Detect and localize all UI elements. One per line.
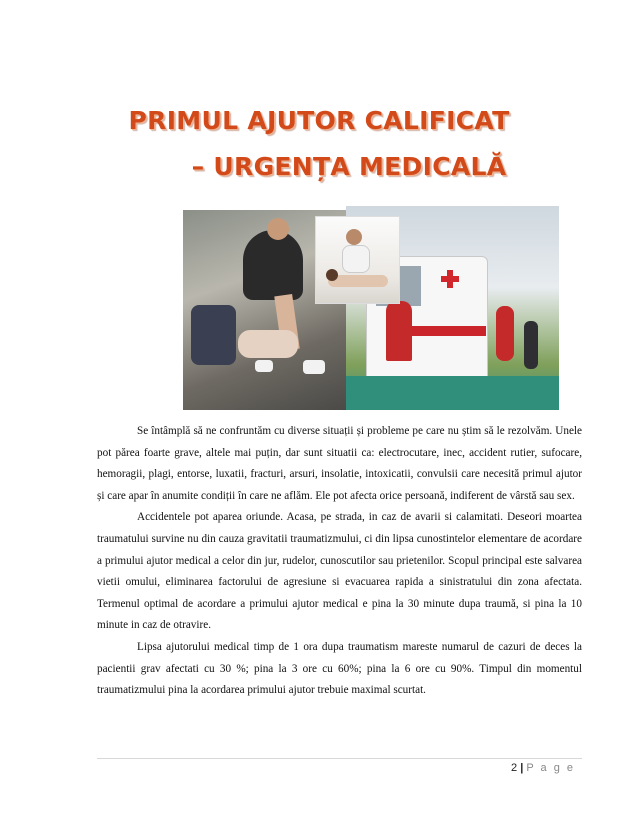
first-aid-photo-collage bbox=[183, 206, 559, 410]
document-title-line-1: PRIMUL AJUTOR CALIFICAT bbox=[128, 106, 510, 135]
page-number: 2 bbox=[511, 762, 518, 774]
paragraph-2: Accidentele pot aparea oriunde. Acasa, pe strada, in caz de avarii si calamitati. Deseori moartea traumatului survine nu din cauza gravitatii traumatizmului, ci din lipsa cunostintelor elementare de acordare a primului ajutor medical a celor din jur, rudelor, cunoscutilor sau prietenilor. Scopul principal este salvarea vietii omului, eliminarea factorului de agresiune si evacuarea rapida a sinistratului din zona afectata. Termenul optimal de acordare a primului ajutor medical e pina la 30 minute dupa traumă, si pina la 10 minute in caz de otravire. bbox=[97, 511, 582, 632]
page-label: P a g e bbox=[526, 762, 575, 774]
paragraph-1: Se întâmplă să ne confruntăm cu diverse situații și probleme pe care nu știm să le rezolvăm. Unele pot părea foarte grave, altele mai puțin, dar sunt situatii ca: electrocutare, inec, accident rutier, sufocare, hemoragii, plagi, entorse, luxatii, fracturi, arsuri, insolatie, intoxicatii, convulsii care necesită primul ajutor și care apar în anumite condiții în care ne aflăm. Ele pot afecta orice persoană, indiferent de vârstă sau sex. bbox=[97, 425, 582, 502]
paragraph-3: Lipsa ajutorului medical timp de 1 ora dupa traumatism mareste numarul de cazuri de deces la pacientii grav afectati cu 30 %; pina la 3 ore cu 60%; pina la 6 ore cu 90%. Timpul din momentul traumatizmului pina la acordarea primului ajutor trebuie maximal scurtat. bbox=[97, 640, 582, 697]
page-separator: | bbox=[520, 762, 524, 774]
body-paragraphs bbox=[97, 421, 582, 702]
footer-divider bbox=[97, 758, 582, 759]
document-title-line-2: – URGENȚA MEDICALĂ bbox=[191, 152, 507, 181]
photo-cpr-training bbox=[315, 216, 400, 304]
page-footer bbox=[511, 762, 575, 774]
